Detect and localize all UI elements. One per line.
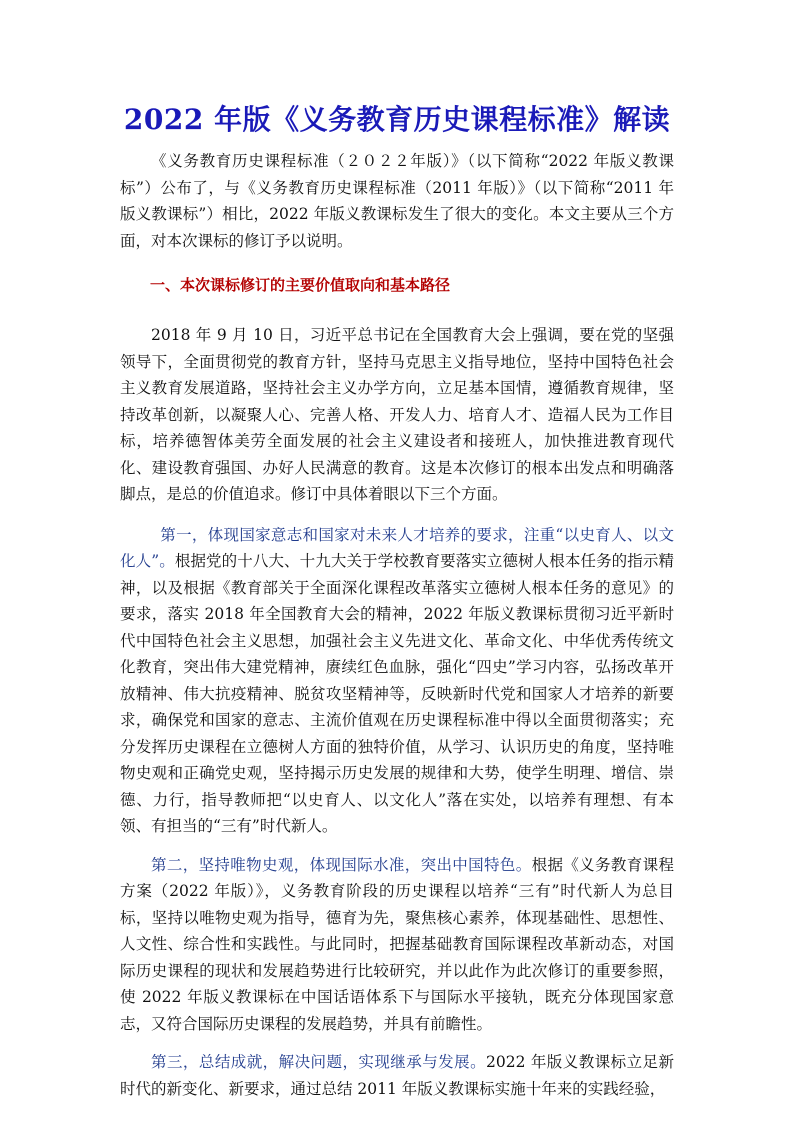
paragraph-4-body: 2022 年版义教课标立足新时代的新变化、新要求，通过总结 2011 年版义教课标实施十年来的实践经验， [120,1053,674,1098]
paragraph-1: 2018 年 9 月 10 日，习近平总书记在全国教育大会上强调，要在党的坚强领导下，全面贯彻党的教育方针，坚持马克思主义指导地位，坚持中国特色社会主义教育发展道路，坚持社会主义办学方向，立足基本国情，遵循教育规律，坚持改革创新，以凝聚人心、完善人格、开发人力、培育人才、造福人民为工作目标，培养德智体美劳全面发展的社会主义建设者和接班人，加快推进教育现代化、建设教育强国、办好人民满意的教育。这是本次修订的根本出发点和明确落脚点，是总的价值追求。修订中具体着眼以下三个方面。 [120,326,674,503]
intro-paragraph: 《义务教育历史课程标准（２０２２年版）》（以下简称“2022 年版义教课标”）公布了，与《义务教育历史课程标准（2011 年版）》（以下简称“2011 年版义教课标”）相比，2022 年版义教课标发生了很大的变化。本文主要从三个方面，对本次课标的修订予以说明。 [120,152,674,250]
paragraph-2-body: 根据党的十八大、十九大关于学校教育要落实立德树人根本任务的指示精神，以及根据《教育部关于全面深化课程改革落实立德树人根本任务的意见》的要求，落实 2018 年全国教育大会的精神，2022 年版义教课标贯彻习近平新时代中国特色社会主义思想，加强社会主义先进文化、革命文化、中华优秀传统文化教育，突出伟大建党精神，赓续红色血脉，强化“四史”学习内容，弘扬改革开放精神、伟大抗疫精神、脱贫攻坚精神等，反映新时代党和国家人才培养的新要求，确保党和国家的意志、主流价值观在历史课程标准中得以全面贯彻落实；充分发挥历史课程在立德树人方面的独特价值，从学习、认识历史的角度，坚持唯物史观和正确党史观，坚持揭示历史发展的规律和大势，使学生明理、增信、崇德、力行，指导教师把“以史育人、以文化人”落在实处，以培养有理想、有本领、有担当的“三有”时代新人。 [120,552,674,835]
section-heading: 一、本次课标修订的主要价值取向和基本路径 [150,276,451,294]
paragraph-2-lead: 第一，体现国家意志和国家对未来人才培养的要求，注重“以史育人、以文化人”。 [120,525,674,570]
paragraph-2 [120,522,674,840]
paragraph-3-lead: 第二，坚持唯物史观，体现国际水准，突出中国特色。 [151,855,532,874]
paragraph-3-body: 根据《义务教育课程方案（2022 年版）》，义务教育阶段的历史课程以培养“三有”时代新人为总目标，坚持以唯物史观为指导，德育为先，聚焦核心素养，体现基础性、思想性、人文性、综合性和实践性。与此同时，把握基础教育国际课程改革新动态，对国际历史课程的现状和发展趋势进行比较研究，并以此作为此次修订的重要参照，使 2022 年版义教课标在中国话语体系下与国际水平接轨，既充分体现国家意志，又符合国际历史课程的发展趋势，并具有前瞻性。 [120,855,674,1033]
document-title: 2022 年版《义务教育历史课程标准》解读 [123,103,671,136]
paragraph-3 [120,852,674,1038]
paragraph-4-lead: 第三，总结成就，解决问题，实现继承与发展。 [151,1053,487,1071]
paragraph-4 [120,1049,674,1102]
